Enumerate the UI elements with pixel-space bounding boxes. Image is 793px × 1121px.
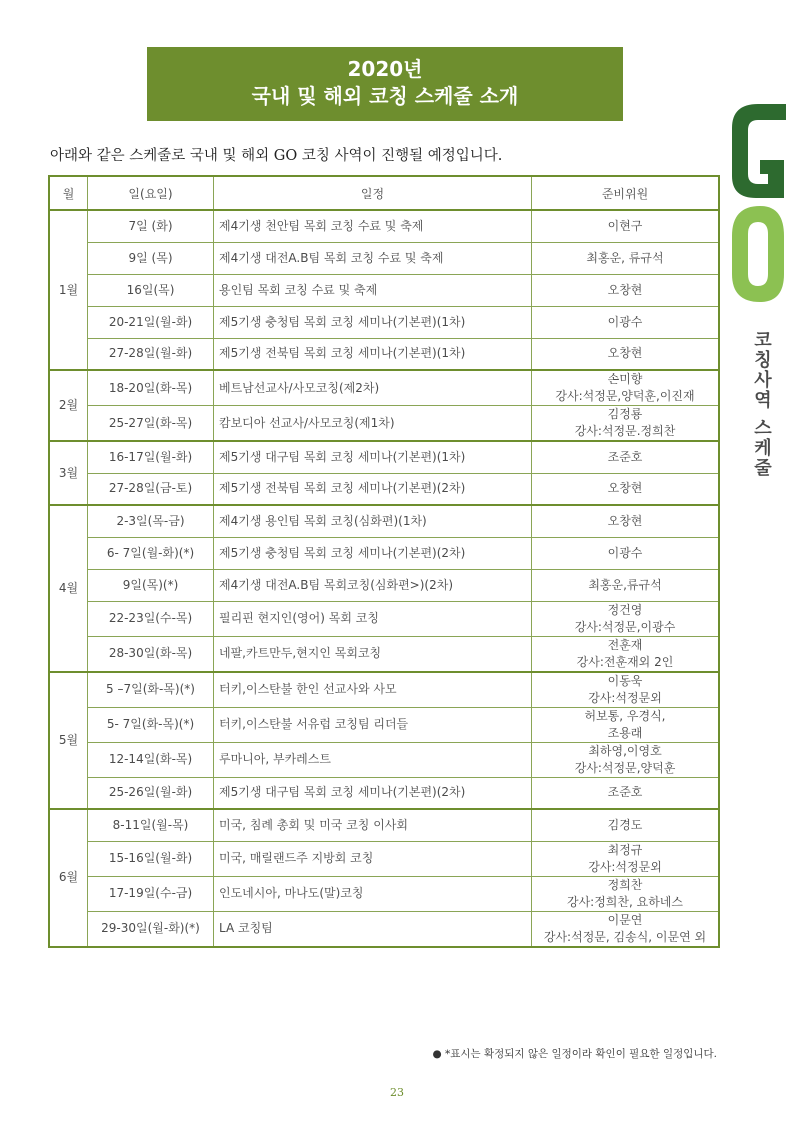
schedule-body	[49, 210, 719, 947]
staff-line: 최홍운,류규석	[588, 577, 662, 592]
staff-cell	[532, 406, 720, 442]
table-row	[49, 809, 719, 841]
event-cell: 필리핀 현지인(영어) 목회 코칭	[214, 601, 532, 636]
intro-text: 아래와 같은 스케줄로 국내 및 해외 GO 코칭 사역이 진행될 예정입니다.	[50, 148, 503, 164]
date-cell: 18-20일(화-목)	[88, 370, 214, 406]
staff-cell	[532, 370, 720, 406]
staff-line: 강사:석정문, 김송식, 이문연 외	[543, 929, 707, 944]
table-row	[49, 441, 719, 473]
staff-line: 김경도	[607, 817, 643, 832]
date-cell: 9일(목)(*)	[88, 569, 214, 601]
table-row	[49, 777, 719, 809]
table-row	[49, 672, 719, 708]
table-row	[49, 274, 719, 306]
page-number: 23	[390, 1086, 404, 1099]
staff-line: 조준호	[607, 785, 643, 800]
staff-line: 오창현	[607, 346, 643, 361]
event-cell: 제5기생 전북팀 목회 코칭 세미나(기본편)(2차)	[214, 473, 532, 505]
date-cell: 25-26일(월-화)	[88, 777, 214, 809]
table-row	[49, 707, 719, 742]
date-cell: 7일 (화)	[88, 210, 214, 242]
staff-cell	[532, 601, 720, 636]
staff-cell	[532, 569, 720, 601]
event-cell: 인도네시아, 마나도(말)코칭	[214, 876, 532, 911]
date-cell: 8-11일(월-목)	[88, 809, 214, 841]
staff-cell	[532, 876, 720, 911]
staff-line: 김정룡	[607, 407, 643, 421]
table-header-row	[49, 176, 719, 210]
date-cell: 5- 7일(화-목)(*)	[88, 707, 214, 742]
schedule-table	[48, 175, 720, 948]
staff-line: 정건영	[607, 602, 643, 617]
staff-line: 최홍운, 류규석	[586, 250, 664, 265]
event-cell: 제5기생 전북팀 목회 코칭 세미나(기본편)(1차)	[214, 338, 532, 370]
event-cell: 제4기생 용인팀 목회 코칭(심화편)(1차)	[214, 505, 532, 537]
event-cell: 제4기생 대전A.B팀 목회 코칭 수료 및 축제	[214, 242, 532, 274]
staff-line: 강사:정희찬, 요하네스	[566, 894, 683, 909]
date-cell: 5 –7일(화-목)(*)	[88, 672, 214, 708]
table-row	[49, 338, 719, 370]
header-staff: 준비위원	[532, 176, 720, 210]
event-cell: 제5기생 충청팀 목회 코칭 세미나(기본편)(1차)	[214, 306, 532, 338]
table-row	[49, 242, 719, 274]
month-cell: 6월	[49, 809, 88, 947]
date-cell: 29-30일(월-화)(*)	[88, 911, 214, 947]
month-cell: 3월	[49, 441, 88, 505]
go-logo	[726, 98, 788, 308]
table-row	[49, 636, 719, 672]
staff-line: 오창현	[607, 513, 643, 528]
header-date: 일(요일)	[88, 176, 214, 210]
staff-cell	[532, 306, 720, 338]
date-cell: 12-14일(화-목)	[88, 742, 214, 777]
staff-line: 이광수	[607, 314, 643, 329]
table-row	[49, 601, 719, 636]
month-cell: 2월	[49, 370, 88, 441]
table-row	[49, 210, 719, 242]
title-banner	[147, 47, 623, 121]
staff-cell	[532, 841, 720, 876]
table-row	[49, 742, 719, 777]
staff-line: 최하영,이영호	[588, 743, 662, 758]
event-cell: 제5기생 대구팀 목회 코칭 세미나(기본편)(1차)	[214, 441, 532, 473]
staff-line: 이광수	[607, 545, 643, 560]
month-cell: 5월	[49, 672, 88, 810]
staff-line: 조준호	[607, 449, 643, 464]
staff-cell	[532, 338, 720, 370]
event-cell: 미국, 매릴랜드주 지방회 코칭	[214, 841, 532, 876]
staff-cell	[532, 809, 720, 841]
event-cell: 제5기생 충청팀 목회 코칭 세미나(기본편)(2차)	[214, 537, 532, 569]
table-row	[49, 370, 719, 406]
event-cell: 용인팀 목회 코칭 수료 및 축제	[214, 274, 532, 306]
staff-line: 정희찬	[607, 877, 643, 892]
date-cell: 28-30일(화-목)	[88, 636, 214, 672]
header-month: 월	[49, 176, 88, 210]
staff-line: 강사:석정문외	[588, 859, 662, 874]
title-year: 2020년	[347, 57, 423, 81]
staff-cell	[532, 505, 720, 537]
staff-line: 최정규	[607, 842, 643, 857]
staff-cell	[532, 441, 720, 473]
staff-line: 강사:석정문,이광수	[574, 619, 676, 634]
staff-line: 이문연	[607, 912, 643, 927]
staff-line: 강사:석정문,양덕훈	[574, 760, 676, 775]
staff-line: 오창현	[607, 481, 643, 496]
date-cell: 9일 (목)	[88, 242, 214, 274]
staff-line: 허보통, 우경식,	[584, 708, 666, 723]
staff-cell	[532, 210, 720, 242]
table-row	[49, 569, 719, 601]
go-o-letter	[732, 206, 784, 302]
staff-line: 강사:석정문.정희찬	[574, 424, 676, 438]
table-row	[49, 537, 719, 569]
table-row	[49, 841, 719, 876]
staff-cell	[532, 777, 720, 809]
date-cell: 25-27일(화-목)	[88, 406, 214, 442]
date-cell: 20-21일(월-화)	[88, 306, 214, 338]
side-section-label: 코칭사역 스케줄	[751, 330, 772, 479]
table-row	[49, 473, 719, 505]
staff-line: 전훈재	[607, 637, 643, 652]
staff-line: 이현구	[607, 218, 643, 233]
staff-line: 강사:석정문외	[588, 690, 662, 705]
title-main: 국내 및 해외 코칭 스케줄 소개	[251, 84, 519, 108]
month-cell: 1월	[58, 282, 79, 297]
staff-cell	[532, 672, 720, 708]
date-cell: 15-16일(월-화)	[88, 841, 214, 876]
date-cell: 17-19일(수-금)	[88, 876, 214, 911]
date-cell: 27-28일(금-토)	[88, 473, 214, 505]
staff-cell	[532, 742, 720, 777]
table-row	[49, 876, 719, 911]
event-cell: 네팔,카트만두,현지인 목회코칭	[214, 636, 532, 672]
footnote: ● *표시는 확정되지 않은 일정이라 확인이 필요한 일정입니다.	[432, 1048, 717, 1060]
event-cell: LA 코칭팀	[214, 911, 532, 947]
staff-line: 조용래	[607, 725, 643, 740]
table-row	[49, 306, 719, 338]
event-cell: 베트남선교사/사모코칭(제2차)	[214, 370, 532, 406]
staff-cell	[532, 473, 720, 505]
staff-cell	[532, 242, 720, 274]
month-cell: 4월	[49, 505, 88, 672]
event-cell: 캄보디아 선교사/사모코칭(제1차)	[214, 406, 532, 442]
event-cell: 터키,이스탄불 서유럽 코칭팀 리더들	[214, 707, 532, 742]
staff-cell	[532, 911, 720, 947]
staff-line: 강사:석정문,양덕훈,이진재	[555, 389, 695, 403]
event-cell: 제4기생 천안팀 목회 코칭 수료 및 축제	[214, 210, 532, 242]
staff-cell	[532, 274, 720, 306]
table-row	[49, 505, 719, 537]
staff-line: 손미향	[607, 372, 643, 386]
event-cell: 제5기생 대구팀 목회 코칭 세미나(기본편)(2차)	[214, 777, 532, 809]
event-cell: 미국, 침례 총회 및 미국 코칭 이사회	[214, 809, 532, 841]
table-row	[49, 406, 719, 442]
date-cell: 16-17일(월-화)	[88, 441, 214, 473]
table-row	[49, 911, 719, 947]
header-event: 일정	[214, 176, 532, 210]
staff-line: 이동욱	[607, 673, 643, 688]
date-cell: 16일(목)	[88, 274, 214, 306]
staff-line: 오창현	[607, 282, 643, 297]
date-cell: 27-28일(월-화)	[88, 338, 214, 370]
event-cell: 터키,이스탄불 한인 선교사와 사모	[214, 672, 532, 708]
event-cell: 루마니아, 부카레스트	[214, 742, 532, 777]
date-cell: 6- 7일(월-화)(*)	[88, 537, 214, 569]
staff-line: 강사:전훈재외 2인	[576, 654, 674, 669]
event-cell: 제4기생 대전A.B팀 목회코칭(심화편>)(2차)	[214, 569, 532, 601]
staff-cell	[532, 537, 720, 569]
staff-cell	[532, 707, 720, 742]
date-cell: 22-23일(수-목)	[88, 601, 214, 636]
staff-cell	[532, 636, 720, 672]
go-g-letter	[732, 104, 786, 198]
date-cell: 2-3일(목-금)	[88, 505, 214, 537]
